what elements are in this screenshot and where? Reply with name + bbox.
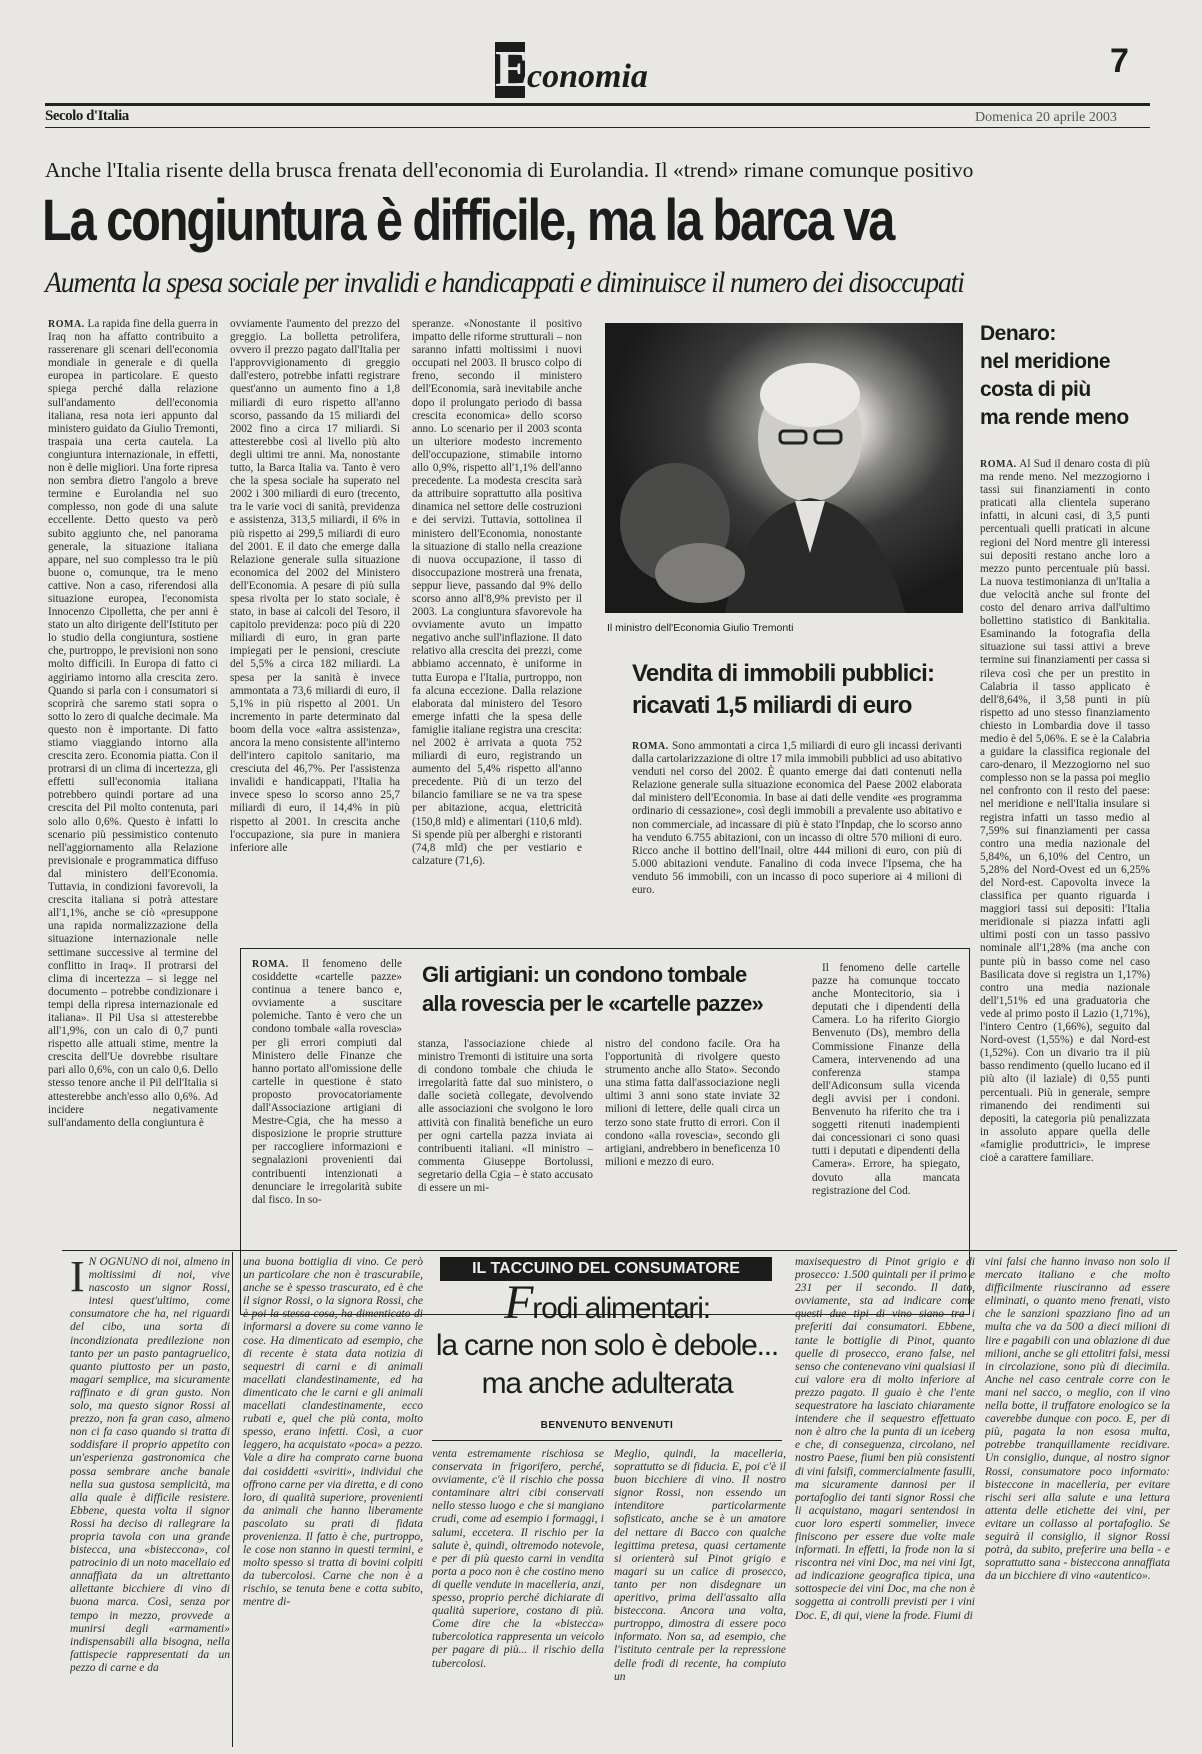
consumer-col-4 [795, 1256, 975, 1746]
artisan-headline [422, 960, 802, 1018]
consumer-headline-line2: la carne non solo è debole... [435, 1329, 779, 1362]
section-title-rest: conomia [527, 58, 648, 95]
main-article-col-3 [412, 318, 582, 918]
main-subheadline: Aumenta la spesa sociale per invalidi e handicappati e diminuisce il numero dei disoccupati [45, 266, 964, 299]
sidebar-dateline: ROMA. [980, 459, 1017, 470]
consumer-byline: BENVENUTO BENVENUTI [540, 1420, 674, 1431]
consumer-col3-text: Meglio, quindi, la macelleria, soprattutto se di fiducia. E, poi c'è il buon bicchiere di vino. Il nostro signor Rossi, non essendo un intenditore particolarmente sofisticato, anche se è un amatore del nettare di Bacco con qualche legittima pretesa, quasi certamente si orienterà sul Pinot grigio e magari su un calice di prosecco, tanto per non disdegnare un aperitivo, prima dell'assalto alla bisteccona. Ancora una volta, purtroppo, dimostra di essere poco informato. Non sa, ad esempio, che l'istituto centrale per la repressione delle frodi di recente, ha compiuto un [614, 1448, 786, 1683]
consumer-col-5 [985, 1256, 1170, 1746]
sidebar-headline-line: Denaro: [980, 322, 1056, 345]
main-col3-text: speranze. «Nonostante il positivo impatto delle riforme strutturali – non saranno infatti moltissimi i nuovi occupati nel 2003. Il brusco colpo di freno, secondo il ministero dell'Economia, sarà inevitabile anche dopo il prolungato periodo di bassa crescita economica» dello scorso anno. Lo scenario per il 2003 sconta un ulteriore modesto incremento dell'occupazione, stimabile intorno allo 0,9%, rispetto all'1,1% dell'anno precedente. La modesta crescita sarà da attribuire soprattutto alla positiva dinamica nel settore delle costruzioni e dei servizi. Tuttavia, sottolinea il ministero dell'Economia, nonostante la situazione di stallo nella creazione di nuova occupazione, il tasso di disoccupazione mostrerà una frenata, seppur lieve, passando dal 9% dello scorso anno all'8,9% previsto per il 2003. La congiuntura sfavorevole ha ovviamente avuto un impatto negativo anche sull'inflazione. Il dato relativo alla crescita dei prezzi, come abbiamo accennato, è uniforme in tutta Europa e l'Italia, purtroppo, non fa alcuna eccezione. Dalla relazione elaborata dal ministero del Tesoro emerge infatti che la spesa delle famiglie italiane registra una crescita: nel 2002 è arrivata a quota 752 miliardi di euro, registrando un aumento del 5,4% rispetto all'anno precedente. Più di un terzo del bilancio familiare se ne va tra spese per abitazione, acqua, elettricità (150,8 mld) e alimentari (110,6 mld). Si spende più per alberghi e ristoranti (74,8 mld) che per vestiario e calzature (71,6). [412, 318, 582, 867]
consumer-intro-text: N OGNUNO di noi, almeno in moltissimi di noi, vive nascosto un signor Rossi, intesi quest'ultimo, come consumatore che ha, nei riguardi del cibo, una sorta di incondizionata predilezione non tanto per un pasto pantagruelico, quanto piuttosto per un pasto, magari semplice, ma sicuramente raffinato e di gran gusto. Non solo, ma questo signor Rossi al prezzo, non fa gran caso, almeno non ci fa caso quando si tratta di soddisfare il proprio appetito con un'esperienza gastronomica che possa sembrare anche banale nella sua gustosa semplicità, ma alla quale è difficile resistere. Ebbene, questa volta il signor Rossi ha deciso di rallegrare la propria tavola con una grande bistecca, una «bisteccona», col patrocinio di un noto macellaio ed annaffiata da un altrettanto allettante bicchiere di vino di buona marca. Così, senza por tempo in mezzo, provvede a munirsi degli «armamenti» indispensabili alla bisogna, nella fattispecie rappresentati da un pezzo di carne e da [70, 1256, 230, 1674]
main-col2-text: ovviamente l'aumento del prezzo del greggio. La bolletta petrolifera, ovvero il prezzo pagato dall'Italia per l'approvvigionamento di greggio dall'estero, potrebbe infatti registrare quest'anno un aumento fino a 1,8 miliardi di euro rispetto all'anno scorso, passando da 15 miliardi del 2002 fino a circa 17 miliardi. Si attesterebbe così al livello più alto degli ultimi tre anni. Ma, nonostante tutto, la Barca Italia va. Tanto è vero che la spesa sociale ha superato nel 2002 i 300 miliardi di euro (trecento, tra le varie voci di sanità, previdenza e assistenza, 313,5 miliardi, il 6% in più rispetto ai 299,5 miliardi di euro del 2001. E il dato che emerge dalla Relazione generale sulla situazione economica del 2002 del Ministero dell'Economia. A pesare di più sulla spesa rivolta per lo stato sociale, è stato, in base ai calcoli del Tesoro, il capitolo previdenza: poco più di 220 miliardi di euro, in gran parte impiegati per le pensioni, cresciute del 5,5% a circa 182 miliardi. La spesa per la sanità è invece ammontata a 73,6 miliardi di euro, il 5,1% in più rispetto al 2001. Un incremento in parte determinato dal boom della voce «altra assistenza», ancora la meno consistente all'interno dell'intero capitolo sanitario, ma cresciuta del 46,7%. Per l'assistenza invalidi e handicappati, l'Italia ha invece speso lo scorso anno 25,7 miliardi di euro, il 14,4% in più rispetto al 2001. In crescita anche l'occupazione, sia pure in maniera inferiore alle [230, 318, 400, 854]
consumer-intro [70, 1256, 230, 1744]
artisan-headline-line: alla rovescia per le «cartelle pazze» [422, 991, 763, 1016]
consumer-col-3 [614, 1448, 786, 1746]
page-number: 7 [1110, 42, 1128, 80]
main-col1-text: La rapida fine della guerra in Iraq non ha affatto contribuito a rasserenare gli scenari dell'economia mondiale in generale e di quella europea in particolare. E questo spiega perché dalla relazione sull'andamento dell'economia italiana, resa nota ieri appunto dal ministero guidato da Giulio Tremonti, traspaia una certa cautela. La congiuntura internazionale, in effetti, non è delle migliori. Una forte ripresa non sembra dietro l'angolo a breve termine e Eurolandia nel suo complesso, non gode di una salute eccellente. Detto questo va però subito aggiunto che, nel panorama generale, la situazione italiana appare, nel suo complesso tra le più buone o, comunque, tra le meno cattive. Non a caso, riferendosi alla situazione europea, l'economista Innocenzo Cipolletta, che per anni è stato un alto dirigente dell'Istituto per lo studio della congiuntura, sostiene che, purtroppo, le previsioni non sono molto difficili. In Europa di fatto ci aggiriamo intorno alla crescita zero. Quando si parla con i consumatori si scoprirà che saremo stati sopra o sotto lo zero di qualche decimale. Ma questo non è importante. Di fatto stiamo viaggiando intorno alla crescita zero. Economia piatta. Con il protrarsi di un clima di incertezza, gli effetti sull'economia italiana potrebbero quindi portare ad una crescita del Pil molto contenuta, pari solo allo 0,6%. Questo è infatti lo scenario più pessimistico contenuto nell'aggiornamento alla Relazione previsionale e programmatica diffuso dal ministero dell'Economia. Tuttavia, in condizioni favorevoli, la crescita italiana si potrà attestare all'1,1%, anche se ciò «presuppone una rapida normalizzazione della situazione internazionale nelle settimane successive al termine del conflitto in Iraq». Il protrarsi del clima di incertezza – si legge nel documento – potrebbe condizionare i tempi della ripresa internazionale ed italiana». Il Pil Usa si attesterebbe all'1,9%, con un calo di 0,7 punti rispetto alle attuali stime, mentre la crescita dell'Ue dovrebbe risultare pari allo 0,6%, con un calo 0,6. Dello stesso tenore anche il Pil dell'Italia si attesterebbe anch'esso allo 0,6%. Ad incidere negativamente sull'andamento della congiuntura è [48, 318, 218, 1129]
artisan-dateline: ROMA. [252, 959, 289, 970]
sidebar-headline [980, 320, 1160, 432]
consumer-headline-initial: F [504, 1276, 533, 1329]
sidebar-headline-line: nel meridione [980, 350, 1111, 373]
consumer-col5-text: vini falsi che hanno invaso non solo il mercato italiano e che molto difficilmente riusciranno ad essere eliminati, o quanto meno frenati, visto che le sanzioni spazziano fino ad un multa che va da 500 a dieci milioni di lire e pagabili con una oblazione di due milioni, anche se gli ettolitri falsi, messi in circolazione, sono più di diecimila. Anche nel caso centrale corre con le mani nel sacco, o meglio, con il vino nella botte, il truffatore enologico se la caverebbe dunque con poco. E, per di più, pagata la non esosa multa, potrebbe tranquillamente recidivare. Un consiglio, dunque, al nostro signor Rossi, consumatore poco informato: bisteccone in macelleria, per evitare rischi seri alla salute e una lettura attenta delle etichette dei vini, per evitare un collasso al portafoglio. Se seguirà il consiglio, il signor Rossi potrà, da subito, preferire una bella - e soprattutto sana - bisteccona annaffiata da un bicchiere di vino «autentico». [985, 1256, 1170, 1583]
consumer-byline-rule [432, 1440, 782, 1441]
artisan-col3-text: nistro del condono facile. Ora ha l'opportunità di rivolgere questo strumento anche allo Stato». Secondo una stima fatta dall'associazione negli ultimi 3 anni sono state inviate 32 milioni di lettere, delle quali circa un terzo sono state frutto di errori. Con il condono «alla rovescia», secondo gli artigiani, andrebbero in beneficenza 10 milioni e mezzo di euro. [605, 1038, 780, 1168]
consumer-col2b-text: venta estremamente rischiosa se conservata in frigorifero, perché, ovviamente, c'è il rischio che possa contaminare altri cibi conservati nello stesso luogo e che si mangiano crudi, come ad esempio i formaggi, i salumi, eccetera. Il rischio per la salute è, quindi, oltremodo notevole, e per di più questo carni in vendita porta a poco non è che costino meno di quelle vendute in macelleria, anzi, spesso, proprio perché dichiarate di qualità superiore, costano di più. Come dire che la «bistecca» tubercolotica rappresenta un veicolo per pagare di più... il rischio della tubercolosi. [432, 1448, 604, 1670]
page-masthead [0, 0, 1202, 130]
section-title-initial: E [495, 41, 530, 98]
main-headline: La congiuntura è difficile, ma la barca va [42, 188, 894, 253]
property-headline [632, 658, 972, 722]
artisan-col1-text: Il fenomeno delle cosiddette «cartelle pazze» continua a tenere banco e, ovviamente a suscitare polemiche. Tanto è vero che un condono tombale «alla rovescia» per gli errori compiuti dal Ministero delle Finanze che hanno portato all'omissione delle cartelle in questione è stato proposto provocatoriamente dall'Associazione artigiani di Mestre-Cgia, che ha messo a disposizione le proprie strutture per raccogliere informazioni e segnalazioni provenienti dai contribuenti intenzionati a denunciare le irregolarità subite dal fisco. In so- [252, 958, 402, 1206]
sidebar-body-text: Al Sud il denaro costa di più ma rende meno. Nel mezzogiorno i tassi sui finanziamenti in conto praticati alla clientela superano infatti, in alcuni casi, di 3,5 punti percentuali quelli praticati in alcune regioni del Nord mentre gli interessi sui depositi restano anche loro a mezzo punto percentuale più bassi. La nuova testimonianza di un'Italia a due velocità anche sul fronte del costo del denaro arriva dall'ultimo bollettino statistico di Bankitalia. Esaminando la fotografia della situazione sui tassi attivi a breve termine sui finanziamenti per cassa si rileva così che per un prestito in Calabria il tasso applicato è dell'8,64%, il 3,58 punti in più rispetto ad uno stesso finanziamento chiesto in Lombardia dove il tasso medio è del 5,06%. E se è la Calabria a guidare la classifica regionale del caro-denaro, il Mezzogiorno nel suo complesso non se la passa poi meglio nel confronto con il resto del paese: nel meridione e nell'Italia insulare si registra infatti un tasso medio al 7,59% sui finanziamenti per cassa contro una media nazionale del 5,84%, un 6,10% del Centro, un 5,28% del Nord-Ovest ed un 6,25% del Nord-est. Capovolta invece la classifica per quanto riguarda i maggiori tassi sui depositi: l'Italia meridionale si piazza infatti agli ultimi posti con un tasso passivo nominale all'1,28% (ma anche con punte più in basso come nel caso Basilicata dove si registra un 1,17%) contro una media nazionale dell'1,51% ed una graduatoria che vede al primo posto il Lazio (1,71%), l'intero Centro (1,66%), seguito dal Nord-ovest (1,55%) e dal Nord-est (1,52%). Con un divario tra il più basso rendimento (quello lucano ed il più alto (il laziale) di 0,55 punti percentuali. Più in generale, sempre rimanendo dei rendimenti sui depositi, la categoria più penalizzata in assoluto appare quella delle «famiglie produttrici», le imprese cioè a carattere familiare. [980, 458, 1150, 1164]
property-body-text: Sono ammontati a circa 1,5 miliardi di euro gli incassi derivanti dalla cartolarizzazione di oltre 17 mila immobili pubblici ad uso abitativo venduti nel corso del 2002. È quanto emerge dai dati contenuti nella Relazione generale sulla situazione economica del Paese 2002 elaborata dal ministero dell'Economia. In base ai dati delle vendite «es programma ordinario di cessazione», così degli immobili a prevalente uso abitativo e non commerciale, ad incassare di più è stato l'Inpdap, che lo scorso anno ha venduto 6.755 abitazioni, con un incasso di oltre 570 milioni di euro. Ricco anche il bottino dell'Inail, oltre 444 milioni di euro, con più di 5.000 abitazioni vendute. Fanalino di coda invece l'Ipsema, che ha venduto 56 immobili, con un incasso di poco superiore ai 4 milioni di euro. [632, 740, 962, 897]
sidebar-headline-line: ma rende meno [980, 406, 1129, 429]
property-dateline: ROMA. [632, 741, 669, 752]
consumer-headline-line1: rodi alimentari: [532, 1292, 710, 1325]
consumer-headline-line3: ma anche adulterata [481, 1367, 733, 1400]
consumer-headline [432, 1276, 782, 1403]
minister-portrait-icon [605, 323, 963, 613]
masthead-rule [45, 103, 1150, 106]
artisan-col4-text: Il fenomeno delle cartelle pazze ha comunque toccato anche Montecitorio, sia i deputati che i dipendenti della Camera. Lo ha riferito Giorgio Benvenuto (Ds), membro della Commissione Finanze della Camera, intervenendo ad una conferenza stampa dell'Adiconsum sulla vicenda degli avvisi per i condoni. Benvenuto ha riferito che tra i soggetti ritenuti inadempienti dai concessionari ci sono quasi tutti i deputati e dipendenti della Camera». Errore, ha spiegato, dovuto alla mancata registrazione del Cod. [812, 962, 960, 1197]
main-dateline: ROMA. [48, 319, 85, 330]
minister-photo [605, 323, 963, 613]
paper-name: Secolo d'Italia [45, 108, 129, 124]
consumer-col4-text: maxisequestro di Pinot grigio e di prosecco: 1.500 quintali per il primo e 231 per il secondo. Il dato, ovviamente, sta ad indicare come questi due tipi di vino siano tra i preferiti dai consumatori. Ebbene, tante le bottiglie di Pinot, quanto quelle di prosecco, erano false, nel senso che contenevano vini qualsiasi il cui valore era di molto inferiore al prezzo pagato. Il guaio è che l'ente sequestratore ha lasciato chiaramente intendere che il sequestro effettuato non è altro che la punta di un iceberg e che, di conseguenza, circolano, nel nostro Paese, fiumi ben più consistenti di vini falsifi, commercialmente fasulli, ma sicuramente dannosi per il portafoglio dei tanti signor Rossi che li acquistano, magari sentendosi in cuor loro esperti sommelier, invece finiscono per essere due volte male informati. In effetti, la frode non la si riscontra nei vini Doc, ma nei vini Igt, ad indicazione geografica tipica, una sottospecie dei vini Doc, ma che non è soggetta ai controlli previsti per i vini Doc. E, di qui, viene la frode. Fiumi di [795, 1256, 975, 1622]
property-headline-line: ricavati 1,5 miliardi di euro [632, 692, 912, 719]
sidebar-article-body [980, 458, 1150, 1303]
masthead-rule-thin [45, 127, 1150, 128]
property-article-body [632, 740, 962, 940]
issue-date: Domenica 20 aprile 2003 [975, 110, 1117, 125]
property-headline-line: Vendita di immobili pubblici: [632, 660, 935, 687]
photo-caption: Il ministro dell'Economia Giulio Tremonti [607, 622, 794, 634]
artisan-col-1 [252, 958, 402, 1303]
consumer-col2-text: una buona bottiglia di vino. Ce però un particolare che non è trascurabile, anche se è spesso trascurato, ed è che il signor Rossi, o la signora Rossi, che è poi la stessa cosa, ha dimenticato di informarsi a dovere su come vanno le cose. Ha dimenticato ad esempio, che di recente è stata data notizia di sequestri di carni e di animali macellati clandestinamente, ed ha dimenticato che le carni e gli animali macellati clandestinamente, ecco rubati e, quel che più conta, molto spesso, erano infetti. Così, a cuor leggero, ha acquistato «poca» a pezzo. Vale a dire ha comprato carne buona dai cosiddetti «sviriti», individui che offrono carne per via diretta, e di cono loro, di qualità superiore, provenienti da animali che hanno liberamente pascolato su prati di fidata provenienza. Il fatto è che, purtroppo, le cose non stanno in questi termini, e molto spesso si tratta di bovini colpiti da tubercolosi. Carne che non è a rischio, se tenuta bene e cotta subito, mentre di- [243, 1256, 423, 1609]
consumer-banner: IL TACCUINO DEL CONSUMATORE [440, 1257, 772, 1281]
sidebar-headline-line: costa di più [980, 378, 1091, 401]
consumer-col-2b [432, 1448, 604, 1746]
main-article-col-1 [48, 318, 218, 1318]
consumer-col-2 [243, 1256, 423, 1744]
artisan-headline-line: Gli artigiani: un condono tombale [422, 962, 747, 987]
consumer-intro-initial: I [70, 1256, 85, 1301]
main-kicker: Anche l'Italia risente della brusca frenata dell'economia di Eurolandia. Il «trend» rimane comunque positivo [45, 158, 974, 182]
artisan-col2-text: stanza, l'associazione chiede al ministro Tremonti di istituire una sorta di condono tombale che chiuda le irregolarità fatte dal suo ministero, o dalle società collegate, devolvendo alle associazioni che svolgono le loro attività con finalità benefiche un euro per ogni cartella pazza inviata ai contribuenti italiani. «Il ministro – commenta Giuseppe Bortolussi, segretario della Cgia – è stato accusato di essere un mi- [418, 1038, 593, 1195]
consumer-top-rule [62, 1250, 1177, 1251]
